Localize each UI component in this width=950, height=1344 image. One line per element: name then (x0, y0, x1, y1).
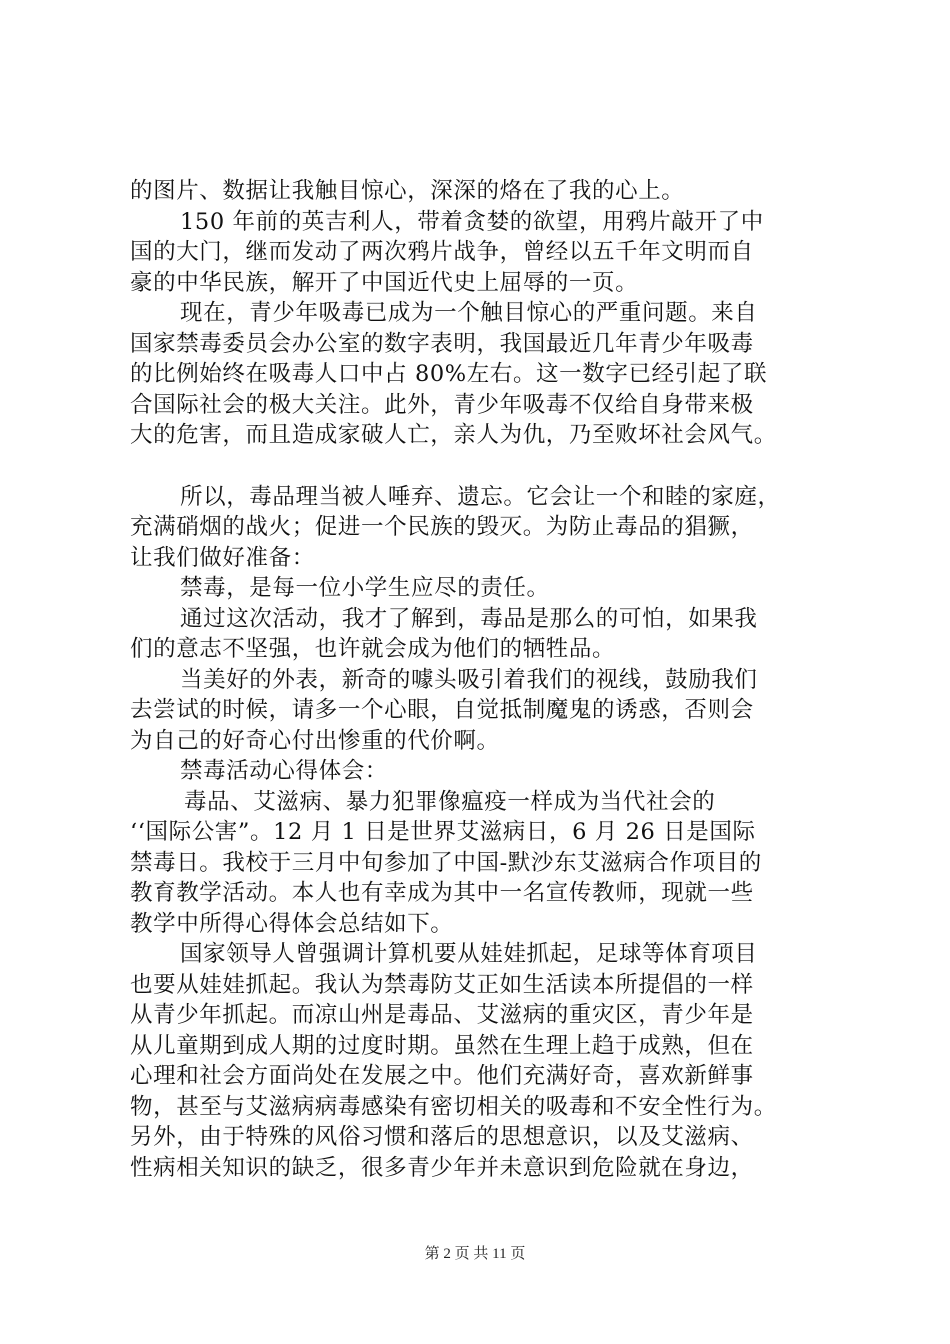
text-line: 的比例始终在吸毒人口中占 80%左右。这一数字已经引起了联 (130, 361, 768, 387)
section-heading: 禁毒活动心得体会： (180, 758, 388, 784)
text-line: 从儿童期到成人期的过度时期。虽然在生理上趋于成熟，但在 (130, 1032, 754, 1059)
paragraph-gap (130, 451, 850, 482)
text-line: ‘‘国际公害”。12 月 1 日是世界艾滋病日，6 月 26 日是国际 (130, 819, 756, 845)
text-line: 让我们做好准备： (130, 544, 315, 571)
text-line: 豪的中华民族，解开了中国近代史上屈辱的一页。 (130, 269, 639, 296)
paragraph-start: 国家领导人曾强调计算机要从娃娃抓起，足球等体育项目 (180, 941, 758, 967)
paragraph-start: 现在，青少年吸毒已成为一个触目惊心的严重问题。来自 (180, 300, 758, 326)
text-line: 性病相关知识的缺乏，很多青少年并未意识到危险就在身边， (130, 1154, 754, 1181)
text-line: 国的大门，继而发动了两次鸦片战争，曾经以五千年文明而自 (130, 239, 754, 265)
paragraph-start: 150 年前的英吉利人，带着贪婪的欲望，用鸦片敲开了中 (180, 208, 764, 235)
text-line: 另外，由于特殊的风俗习惯和落后的思想意识，以及艾滋病、 (130, 1124, 754, 1150)
text-line: 教育教学活动。本人也有幸成为其中一名宣传教师，现就一些 (130, 880, 754, 906)
paragraph-start: 毒品、艾滋病、暴力犯罪像瘟疫一样成为当代社会的 (184, 788, 716, 815)
text-line: 合国际社会的极大关注。此外，青少年吸毒不仅给自身带来极 (130, 391, 754, 418)
text-line: 也要从娃娃抓起。我认为禁毒防艾正如生活读本所提倡的一样 (130, 971, 754, 998)
paragraph-start: 当美好的外表，新奇的噱头吸引着我们的视线，鼓励我们 (180, 666, 758, 693)
text-line: 心理和社会方面尚处在发展之中。他们充满好奇，喜欢新鲜事 (130, 1063, 754, 1089)
text-line: 为自己的好奇心付出惨重的代价啊。 (130, 727, 500, 754)
document-body (130, 176, 850, 1183)
text-line: 国家禁毒委员会办公室的数字表明，我国最近几年青少年吸毒 (130, 330, 754, 357)
text-line: 的图片、数据让我触目惊心，深深的烙在了我的心上。 (130, 178, 685, 204)
text-line: 去尝试的时候，请多一个心眼，自觉抵制魔鬼的诱惑，否则会 (130, 697, 754, 723)
paragraph-start: 通过这次活动，我才了解到，毒品是那么的可怕，如果我 (180, 605, 758, 632)
text-line: 物，甚至与艾滋病病毒感染有密切相关的吸毒和不安全性行为。 (130, 1093, 777, 1120)
paragraph-start: 禁毒，是每一位小学生应尽的责任。 (180, 575, 550, 601)
text-line: 禁毒日。我校于三月中旬参加了中国-默沙东艾滋病合作项目的 (130, 849, 762, 876)
page-number-footer: 第 2 页 共 11 页 (424, 1246, 526, 1262)
text-line: 大的危害，而且造成家破人亡，亲人为仇，乃至败坏社会风气。 (130, 422, 777, 448)
paragraph-start: 所以，毒品理当被人唾弃、遗忘。它会让一个和睦的家庭， (180, 483, 781, 510)
text-line: 们的意志不坚强，也许就会成为他们的牺牲品。 (130, 636, 616, 662)
text-line: 从青少年抓起。而凉山州是毒品、艾滋病的重灾区，青少年是 (130, 1002, 754, 1028)
text-line: 教学中所得心得体会总结如下。 (130, 910, 454, 937)
text-line: 充满硝烟的战火；促进一个民族的毁灭。为防止毒品的猖獗， (130, 514, 754, 540)
